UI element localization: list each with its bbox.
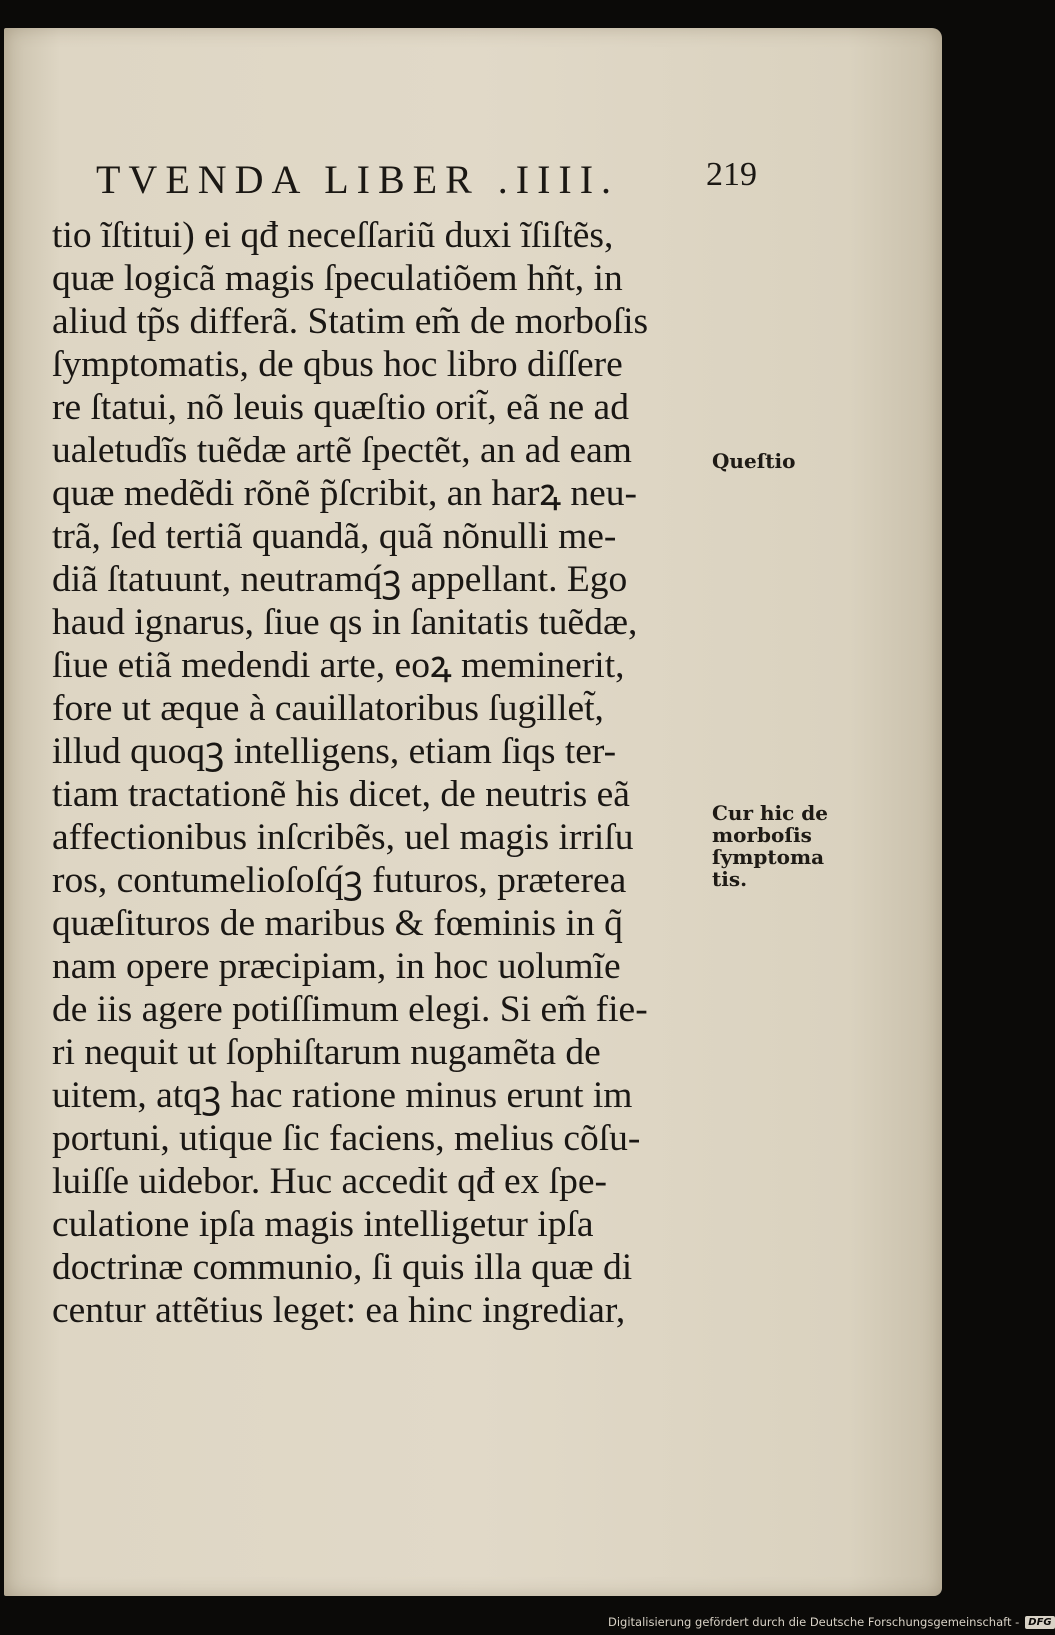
text-line: ros, contumelioſoſq́ꝫ futuros, præterea	[52, 860, 627, 901]
text-line: quæ logicã magis ſpeculatiõem hñt, in	[52, 258, 623, 299]
margin-note: Queſtio	[712, 449, 796, 473]
text-line: luiſſe uidebor. Huc accedit qđ ex ſpe-	[52, 1161, 608, 1202]
text-line: quæſituros de maribus & fœminis in q̃	[52, 903, 623, 944]
text-line: doctrinæ communio, ſi quis illa quæ di	[52, 1247, 633, 1288]
page-header	[96, 156, 796, 204]
dfg-logo: DFG	[1025, 1616, 1054, 1629]
text-line: tiam tractationẽ his dicet, de neutris eã	[52, 774, 630, 815]
text-line: de iis agere potiſſimum elegi. Si em̃ fie-	[52, 989, 648, 1030]
margin-note: Cur hic de morboſis ſymptoma tis.	[712, 801, 828, 891]
text-line: quæ medẽdi rõnẽ p̃ſcribit, an harꝝ neu-	[52, 473, 638, 514]
text-line: ſymptomatis, de qbus hoc libro diſſere	[52, 344, 623, 385]
credit-text: Digitalisierung gefördert durch die Deutsche Forschungsgemeinschaft -	[608, 1615, 1020, 1629]
text-line: culatione ipſa magis intelligetur ipſa	[52, 1204, 594, 1245]
text-line: fore ut æque à cauillatoribus ſugillet̃,	[52, 688, 604, 729]
text-line: nam opere præcipiam, in hoc uolumĩe	[52, 946, 621, 987]
text-line: trã, ſed tertiã quandã, quã nõnulli me-	[52, 516, 617, 557]
text-line: re ſtatui, nõ leuis quæſtio orit̃, eã ne ad	[52, 387, 629, 428]
text-line: centur attẽtius leget: ea hinc ingrediar,	[52, 1290, 626, 1331]
text-line: aliud tp̃s differã. Statim em̃ de morboſis	[52, 301, 649, 342]
text-line: ualetudĩs tuẽdæ artẽ ſpectẽt, an ad eam	[52, 430, 632, 471]
body-text	[52, 214, 702, 1332]
text-line: diã ſtatuunt, neutramq́ꝫ appellant. Ego	[52, 559, 628, 600]
text-line: uitem, atqꝫ hac ratione minus erunt im	[52, 1075, 633, 1116]
text-line: ri nequit ut ſophiſtarum nugamẽta de	[52, 1032, 601, 1073]
text-line: tio ĩſtitui) ei qđ neceſſariũ duxi ĩſiſtẽs,	[52, 215, 614, 256]
text-line: haud ignarus, ſiue qs in ſanitatis tuẽdæ,	[52, 602, 638, 643]
text-line: illud quoqꝫ intelligens, etiam ſiqs ter-	[52, 731, 617, 772]
text-line: ſiue etiã medendi arte, eoꝝ meminerit,	[52, 645, 625, 686]
running-title: TVENDA LIBER .IIII.	[96, 157, 620, 202]
text-line: portuni, utique ſic faciens, melius cõſu-	[52, 1118, 641, 1159]
digitization-credit	[608, 1612, 1052, 1632]
book-page	[4, 28, 942, 1596]
text-line: affectionibus inſcribẽs, uel magis irriſu	[52, 817, 634, 858]
folio-number: 219	[706, 156, 757, 193]
